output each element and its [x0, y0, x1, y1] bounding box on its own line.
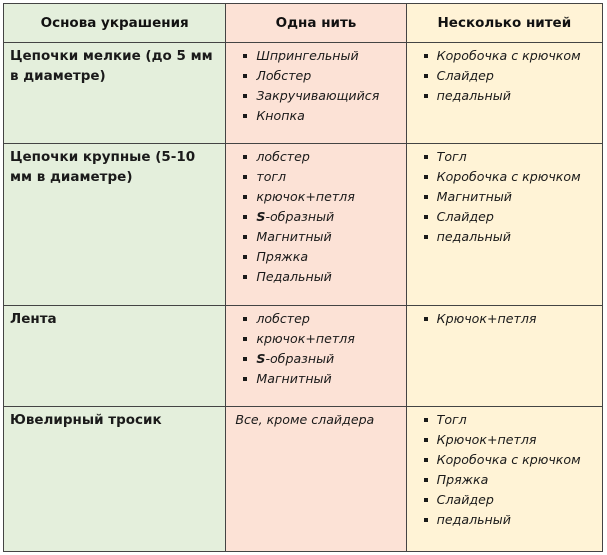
- header-multi-strand: Несколько нитей: [406, 4, 602, 43]
- list-item: S-образный: [226, 349, 403, 369]
- base-cell: [4, 143, 226, 305]
- list-item: Слайдер: [407, 490, 600, 510]
- table-row: [4, 306, 603, 407]
- header-base: Основа украшения: [4, 4, 226, 43]
- list-item: Слайдер: [407, 207, 600, 227]
- multi-strand-cell: [406, 306, 602, 407]
- base-cell: [4, 306, 226, 407]
- base-cell: [4, 407, 226, 552]
- clasp-list: [407, 144, 602, 247]
- list-item: тогл: [226, 167, 403, 187]
- list-item: лобстер: [226, 147, 403, 167]
- list-item: Коробочка с крючком: [407, 167, 600, 187]
- list-item: Коробочка с крючком: [407, 450, 600, 470]
- clasp-list: [226, 306, 405, 389]
- table-row: [4, 407, 603, 552]
- base-label: Ювелирный тросик: [10, 412, 162, 429]
- list-item: Крючок+петля: [407, 309, 600, 329]
- clasp-list: [407, 43, 602, 106]
- list-item: Пряжка: [407, 470, 600, 490]
- list-item: Тогл: [407, 410, 600, 430]
- clasp-table: [3, 3, 603, 552]
- single-strand-cell: [226, 143, 406, 305]
- single-strand-cell: [226, 407, 406, 552]
- list-item: крючок+петля: [226, 187, 403, 207]
- list-item: крючок+петля: [226, 329, 403, 349]
- header-row: [4, 4, 603, 43]
- base-cell: [4, 42, 226, 143]
- list-item: Педальный: [226, 267, 403, 287]
- table-row: [4, 143, 603, 305]
- single-strand-cell: [226, 42, 406, 143]
- multi-strand-cell: [406, 42, 602, 143]
- list-item: Магнитный: [226, 369, 403, 389]
- list-item: Кнопка: [226, 106, 403, 126]
- list-item: Слайдер: [407, 66, 600, 86]
- clasp-list: [226, 43, 405, 126]
- base-label: Цепочки мелкие (до 5 мм в диаметре): [10, 47, 213, 84]
- clasp-list: [407, 407, 602, 530]
- header-single-strand: Одна нить: [226, 4, 406, 43]
- list-item: Тогл: [407, 147, 600, 167]
- base-label: Лента: [10, 311, 57, 328]
- list-item: педальный: [407, 227, 600, 247]
- list-item: Крючок+петля: [407, 430, 600, 450]
- list-item: Пряжка: [226, 247, 403, 267]
- single-strand-cell: [226, 306, 406, 407]
- list-item: Коробочка с крючком: [407, 46, 600, 66]
- clasp-list: [226, 144, 405, 287]
- list-item: педальный: [407, 86, 600, 106]
- multi-strand-cell: [406, 143, 602, 305]
- multi-strand-cell: [406, 407, 602, 552]
- base-label: Цепочки крупные (5-10 мм в диаметре): [10, 148, 196, 185]
- list-item: Шпрингельный: [226, 46, 403, 66]
- list-item: Закручивающийся: [226, 86, 403, 106]
- clasp-list: [407, 306, 602, 329]
- list-item: Магнитный: [226, 227, 403, 247]
- list-item: лобстер: [226, 309, 403, 329]
- list-item: Лобстер: [226, 66, 403, 86]
- list-item: S-образный: [226, 207, 403, 227]
- table-row: [4, 42, 603, 143]
- list-item: педальный: [407, 510, 600, 530]
- list-item: Магнитный: [407, 187, 600, 207]
- single-strand-note: Все, кроме слайдера: [235, 412, 375, 428]
